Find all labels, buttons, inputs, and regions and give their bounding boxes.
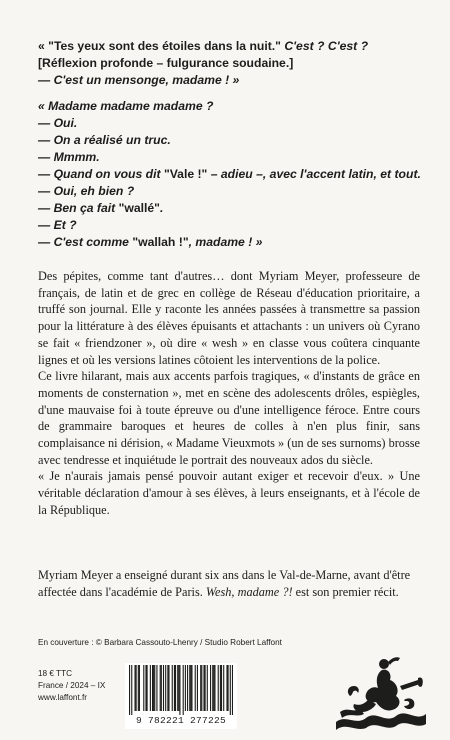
price-block: [38, 668, 105, 704]
dialogue-line: « "Tes yeux sont des étoiles dans la nuit." C'est ? C'est ?: [38, 39, 369, 53]
isbn-barcode: [125, 663, 237, 729]
barcode-bar: [201, 665, 202, 711]
barcode-bar: [214, 665, 215, 711]
blurb-paragraph: Ce livre hilarant, mais aux accents parfois tragiques, « d'instants de grâce en moments de consternation », met en scène des adolescents drôles, espiègles, d'une mauvaise foi à toute épreuve ou d'une intelligence féroce. Entre cours de grammaire baroques et heures de colles à n'en plus finir, sans complaisance ni dérision, « Madame Vieuxmots » (un de ses surnoms) brosse avec tendresse et inquiétude le portrait des nouveaux ados du siècle.: [38, 369, 420, 467]
dialogue-line: — Ben ça fait "wallé".: [38, 201, 164, 215]
publisher-website: www.laffont.fr: [38, 693, 87, 702]
barcode-bar: [221, 665, 222, 711]
barcode-bar: [147, 665, 148, 711]
barcode-bar: [228, 665, 229, 711]
barcode-bar: [223, 665, 224, 711]
barcode-bar: [160, 665, 161, 711]
barcode-bar: [185, 665, 186, 711]
barcode-bar: [152, 665, 153, 711]
barcode-bar: [165, 665, 166, 711]
barcode-bar: [138, 665, 139, 711]
barcode-bar: [226, 665, 227, 711]
barcode-bar: [189, 665, 190, 711]
barcode-bar: [175, 665, 176, 711]
isbn-number: 9 782221 277225: [135, 715, 226, 726]
barcode-bar: [143, 665, 144, 711]
barcode-bar: [154, 665, 155, 711]
barcode-bar: [212, 665, 213, 711]
barcode-bar: [150, 665, 151, 711]
barcode-bar: [205, 665, 206, 711]
blurb-paragraph: « Je n'aurais jamais pensé pouvoir autant exiger et recevoir d'eux. » Une véritable déclaration d'amour à ses élèves, à leurs enseignants, et à l'école de la République.: [38, 469, 420, 517]
barcode-bar: [129, 665, 130, 715]
dialogue-line: — Quand on vous dit "Vale !" – adieu –, avec l'accent latin, et tout.: [38, 167, 421, 181]
author-bio: Myriam Meyer a enseigné durant six ans dans le Val-de-Marne, avant d'être affectée dans l'académie de Paris. Wesh, madame ?! est son premier récit.: [38, 568, 411, 599]
barcode-bar: [156, 665, 157, 711]
barcode-bar: [163, 665, 164, 711]
barcode-bar: [179, 665, 180, 715]
barcode-bar: [161, 665, 162, 711]
book-title: Wesh, madame ?!: [205, 584, 293, 599]
barcode-bar: [203, 665, 204, 711]
barcode-bar: [134, 665, 135, 711]
barcode-bar: [232, 665, 233, 715]
price-label: 18 € TTC: [38, 669, 72, 678]
barcode-bar: [172, 665, 173, 711]
barcode-bars: [129, 665, 233, 715]
barcode-bar: [207, 665, 208, 711]
barcode-bar: [220, 665, 221, 711]
barcode-bar: [131, 665, 132, 715]
barcode-bar: [210, 665, 211, 711]
publisher-logo: [330, 652, 430, 732]
dialogue-line: — Oui.: [38, 116, 78, 130]
barcode-bar: [178, 665, 179, 711]
barcode-bar: [190, 665, 191, 711]
dialogue-line: « Madame madame madame ?: [38, 99, 214, 113]
dialogue-line: — C'est un mensonge, madame ! »: [38, 73, 240, 87]
dialogue-excerpt: [38, 38, 438, 251]
blurb-paragraph: Des pépites, comme tant d'autres… dont Myriam Meyer, professeure de français, de latin et de grec en collège de Réseau d'éducation prioritaire, a truffé son journal. Elle y raconte les années passées à transmettre sa passion pour la littérature à des élèves épuisants et attachants : un univers où Cyrano se fait « friendzoner », où dire « wesh » en classe vous coûtera cinquante lignes et où les versions latines côtoient les interventions de la police.: [38, 269, 420, 367]
barcode-bar: [145, 665, 146, 711]
barcode-bar: [213, 665, 214, 711]
dialogue-line: — Et ?: [38, 218, 77, 232]
dialogue-line: — Mmmm.: [38, 150, 100, 164]
barcode-bar: [218, 665, 219, 711]
cover-credit: En couverture : © Barbara Cassouto-Lhenry / Studio Robert Laffont: [38, 638, 282, 647]
dialogue-line: [Réflexion profonde – fulgurance soudaine.]: [38, 56, 294, 70]
edition-label: France / 2024 – IX: [38, 681, 106, 690]
dialogue-line: — On a réalisé un truc.: [38, 133, 171, 147]
barcode-bar: [153, 665, 154, 711]
blurb-text: [38, 268, 420, 519]
publisher-emblem-icon: [330, 652, 430, 732]
barcode-bar: [136, 665, 137, 711]
barcode-bar: [139, 665, 140, 711]
barcode-bar: [177, 665, 178, 711]
barcode-bar: [167, 665, 168, 711]
barcode-bar: [187, 665, 188, 711]
barcode-bar: [200, 665, 201, 711]
barcode-bar: [174, 665, 175, 711]
dialogue-line: — Oui, eh bien ?: [38, 184, 135, 198]
barcode-bar: [183, 665, 184, 715]
barcode-bar: [168, 665, 169, 711]
dialogue-line: — C'est comme "wallah !", madame ! »: [38, 235, 263, 249]
barcode-bar: [230, 665, 231, 715]
barcode-bar: [195, 665, 196, 711]
barcode-bar: [197, 665, 198, 711]
barcode-bar: [191, 665, 192, 711]
